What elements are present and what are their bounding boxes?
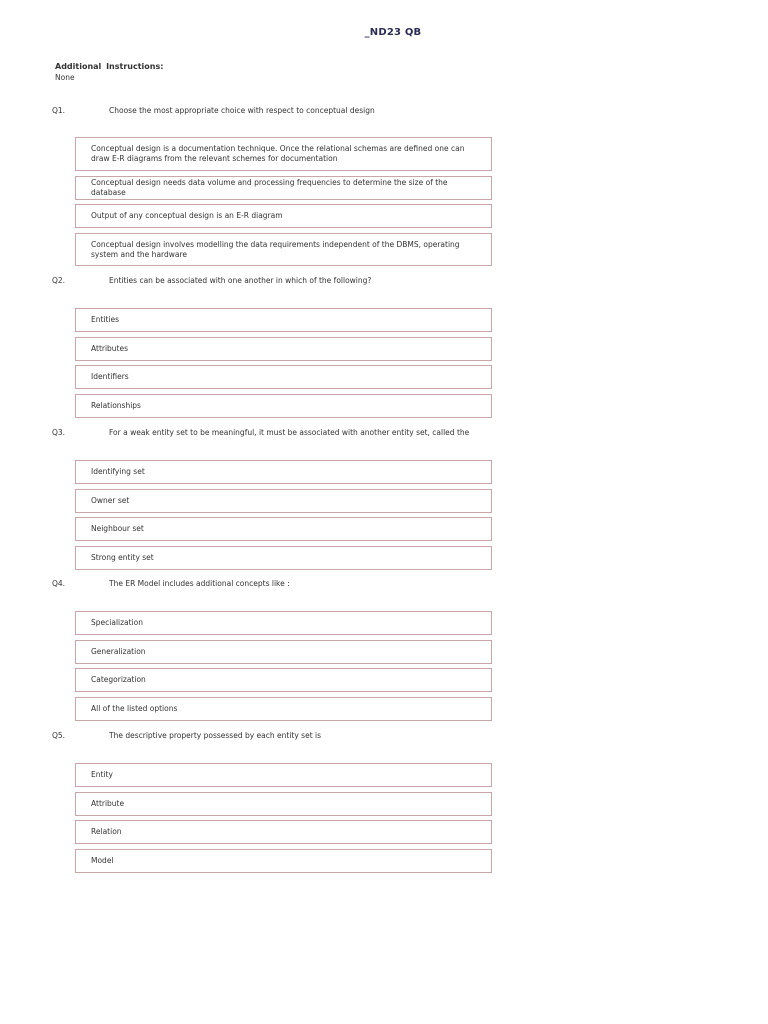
answer-option[interactable] bbox=[75, 337, 492, 361]
answer-option[interactable] bbox=[75, 365, 492, 389]
question-number: Q2. bbox=[52, 276, 66, 285]
question-text: Choose the most appropriate choice with respect to conceptual design bbox=[109, 106, 375, 115]
answer-option-label: All of the listed options bbox=[91, 704, 178, 713]
answer-option[interactable] bbox=[75, 517, 492, 541]
answer-option[interactable] bbox=[75, 820, 492, 844]
answer-option-label: Output of any conceptual design is an E-R diagram bbox=[91, 211, 283, 220]
answer-option[interactable] bbox=[75, 137, 492, 171]
additional-instructions-label: Additional Instructions: bbox=[55, 62, 164, 71]
answer-option-label: Identifiers bbox=[91, 372, 129, 381]
question-number: Q4. bbox=[52, 579, 66, 588]
answer-option-label: Specialization bbox=[91, 618, 144, 627]
answer-option[interactable] bbox=[75, 233, 492, 266]
answer-option[interactable] bbox=[75, 611, 492, 635]
answer-option-label: Strong entity set bbox=[91, 553, 154, 562]
question-number: Q5. bbox=[52, 731, 66, 740]
answer-option[interactable] bbox=[75, 792, 492, 816]
question-text: The descriptive property possessed by each entity set is bbox=[109, 731, 322, 740]
question-number: Q3. bbox=[52, 428, 66, 437]
answer-option-label: Relationships bbox=[91, 401, 141, 410]
answer-option-label: Attribute bbox=[91, 799, 125, 808]
answer-option-label: Entity bbox=[91, 770, 113, 779]
additional-instructions-value: None bbox=[55, 73, 75, 82]
question-text: For a weak entity set to be meaningful, it must be associated with another entity set, called the bbox=[109, 428, 470, 437]
question-text: The ER Model includes additional concepts like : bbox=[109, 579, 290, 588]
question-text: Entities can be associated with one another in which of the following? bbox=[109, 276, 372, 285]
answer-option-label: Model bbox=[91, 856, 114, 865]
question-number: Q1. bbox=[52, 106, 66, 115]
answer-option[interactable] bbox=[75, 697, 492, 721]
answer-option-label: Owner set bbox=[91, 496, 130, 505]
answer-option[interactable] bbox=[75, 763, 492, 787]
document-title: _ND23 QB bbox=[364, 27, 422, 38]
answer-option-label: Conceptual design needs data volume and processing frequencies to determine the size of the database bbox=[91, 178, 448, 197]
answer-option-label: Categorization bbox=[91, 675, 146, 684]
answer-option-label: Entities bbox=[91, 315, 120, 324]
answer-option-label: Identifying set bbox=[91, 467, 145, 476]
answer-option[interactable] bbox=[75, 489, 492, 513]
answer-option-label: Conceptual design is a documentation technique. Once the relational schemas are defined one can draw E-R diagrams from the relevant schemes for documentation bbox=[91, 144, 465, 163]
answer-option-label: Generalization bbox=[91, 647, 146, 656]
answer-option-label: Neighbour set bbox=[91, 524, 144, 533]
answer-option-label: Relation bbox=[91, 827, 122, 836]
answer-option[interactable] bbox=[75, 546, 492, 570]
answer-option[interactable] bbox=[75, 308, 492, 332]
answer-option[interactable] bbox=[75, 204, 492, 228]
answer-option[interactable] bbox=[75, 394, 492, 418]
answer-option[interactable] bbox=[75, 176, 492, 200]
answer-option-label: Attributes bbox=[91, 344, 129, 353]
answer-option[interactable] bbox=[75, 460, 492, 484]
answer-option[interactable] bbox=[75, 668, 492, 692]
answer-option[interactable] bbox=[75, 849, 492, 873]
answer-option[interactable] bbox=[75, 640, 492, 664]
answer-option-label: Conceptual design involves modelling the data requirements independent of the DBMS, operating system and the hardware bbox=[91, 239, 460, 259]
